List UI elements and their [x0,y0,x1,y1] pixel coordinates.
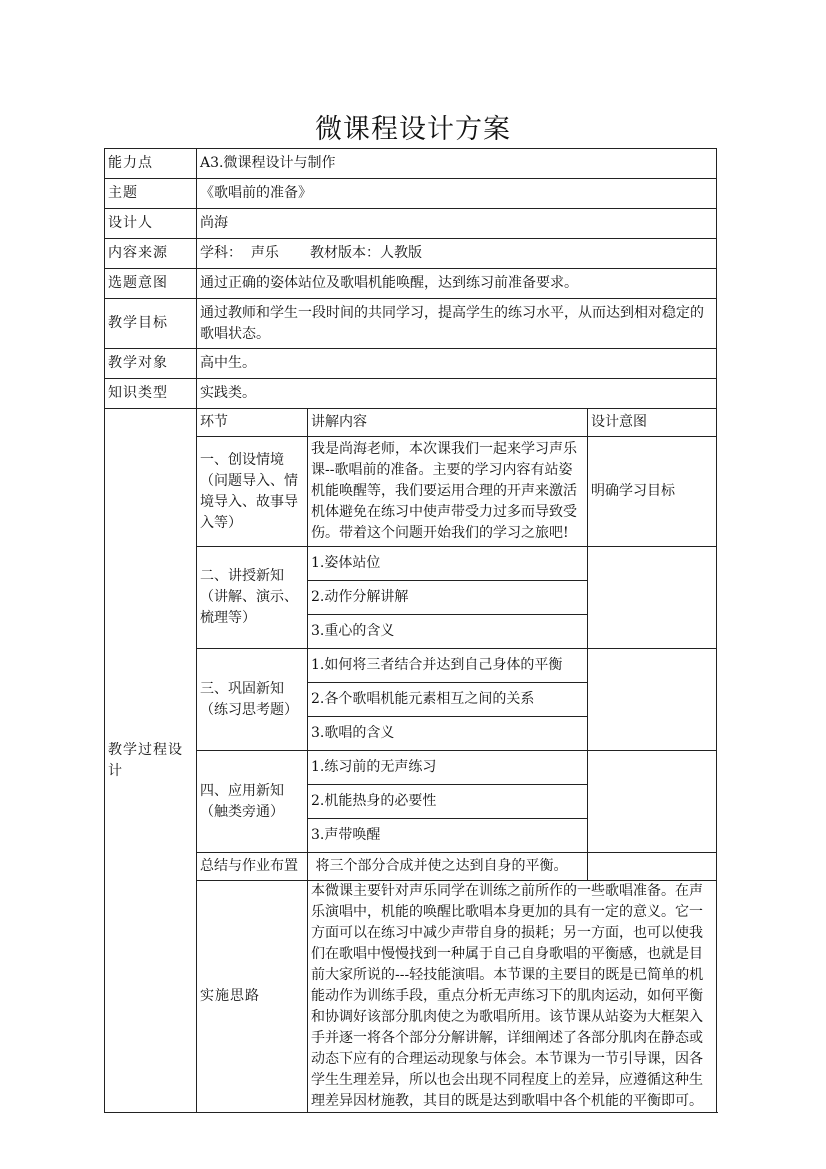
goal-label: 教学目标 [105,299,197,349]
topic-label: 主题 [105,179,197,209]
table-row [105,853,717,881]
stage3-item: 2.各个歌唱机能元素相互之间的关系 [308,683,588,717]
table-row [105,379,717,409]
stage2-item: 1.姿体站位 [308,547,588,581]
table-row [105,649,717,683]
table-row [105,349,717,379]
intent-label: 选题意图 [105,269,197,299]
intent-value: 通过正确的姿体站位及歌唱机能唤醒，达到练习前准备要求。 [197,269,717,299]
course-design-table [104,148,717,1113]
table-row [105,881,717,1113]
stage4-item: 2.机能热身的必要性 [308,785,588,819]
table-row [105,437,717,547]
implementation-text: 本微课主要针对声乐同学在训练之前所作的一些歌唱准备。在声乐演唱中，机能的唤醒比歌唱本身更加的具有一定的意义。它一方面可以在练习中减少声带自身的损耗；另一方面，也可以使我们在歌唱中慢慢找到一种属于自己自身歌唱的平衡感，也就是目前大家所说的---轻技能演唱。本节课的主要目的既是已简单的机能动作为训练手段，重点分析无声练习下的肌肉运动，如何平衡和协调好该部分肌肉使之为歌唱所用。该节课从站姿为大框架入手并逐一将各个部分分解讲解，详细阐述了各部分肌肉在静态或动态下应有的合理运动现象与体会。本节课为一节引导课，因各学生生理差异，所以也会出现不同程度上的差异，应遵循这种生理差异因材施教，其目的既是达到歌唱中各个机能的平衡即可。 [308,881,717,1113]
stage4-item: 3.声带唤醒 [308,819,588,853]
table-row [105,179,717,209]
ability-value: A3.微课程设计与制作 [197,149,717,179]
table-row [105,269,717,299]
design-header: 设计意图 [588,409,717,437]
stage4-name: 四、应用新知（触类旁通） [197,751,308,853]
summary-name: 总结与作业布置 [197,853,308,881]
table-row [105,547,717,581]
stage3-name: 三、巩固新知（练习思考题） [197,649,308,751]
knowledge-value: 实践类。 [197,379,717,409]
goal-value: 通过教师和学生一段时间的共同学习，提高学生的练习水平，从而达到相对稳定的歌唱状态。 [197,299,717,349]
topic-value: 《歌唱前的准备》 [197,179,717,209]
table-row [105,239,717,269]
table-row [105,209,717,239]
table-row [105,149,717,179]
audience-label: 教学对象 [105,349,197,379]
summary-design [588,853,717,881]
table-row [105,751,717,785]
stage4-design [588,751,717,853]
process-label: 教学过程设计 [105,409,197,1113]
implementation-label: 实施思路 [197,881,308,1113]
page-title: 微课程设计方案 [315,114,511,145]
stage3-item: 3.歌唱的含义 [308,717,588,751]
knowledge-label: 知识类型 [105,379,197,409]
stage1-design: 明确学习目标 [588,437,717,547]
designer-label: 设计人 [105,209,197,239]
stage1-name: 一、创设情境（问题导入、情境导入、故事导入等） [197,437,308,547]
audience-value: 高中生。 [197,349,717,379]
summary-content: 将三个部分合成并使之达到自身的平衡。 [308,853,588,881]
stage3-design [588,649,717,751]
source-value: 学科： 声乐 教材版本：人教版 [197,239,717,269]
stage-header: 环节 [197,409,308,437]
ability-label: 能力点 [105,149,197,179]
table-row [105,299,717,349]
stage2-item: 3.重心的含义 [308,615,588,649]
stage4-item: 1.练习前的无声练习 [308,751,588,785]
content-header: 讲解内容 [308,409,588,437]
stage2-item: 2.动作分解讲解 [308,581,588,615]
stage2-design [588,547,717,649]
table-row [105,409,717,437]
stage3-item: 1.如何将三者结合并达到自己身体的平衡 [308,649,588,683]
designer-value: 尚海 [197,209,717,239]
source-label: 内容来源 [105,239,197,269]
stage2-name: 二、讲授新知（讲解、演示、梳理等） [197,547,308,649]
stage1-content: 我是尚海老师，本次课我们一起来学习声乐课--歌唱前的准备。主要的学习内容有站姿机能唤醒等，我们要运用合理的开声来激活机体避免在练习中使声带受力过多而导致受伤。带着这个问题开始我们的学习之旅吧! [308,437,588,547]
